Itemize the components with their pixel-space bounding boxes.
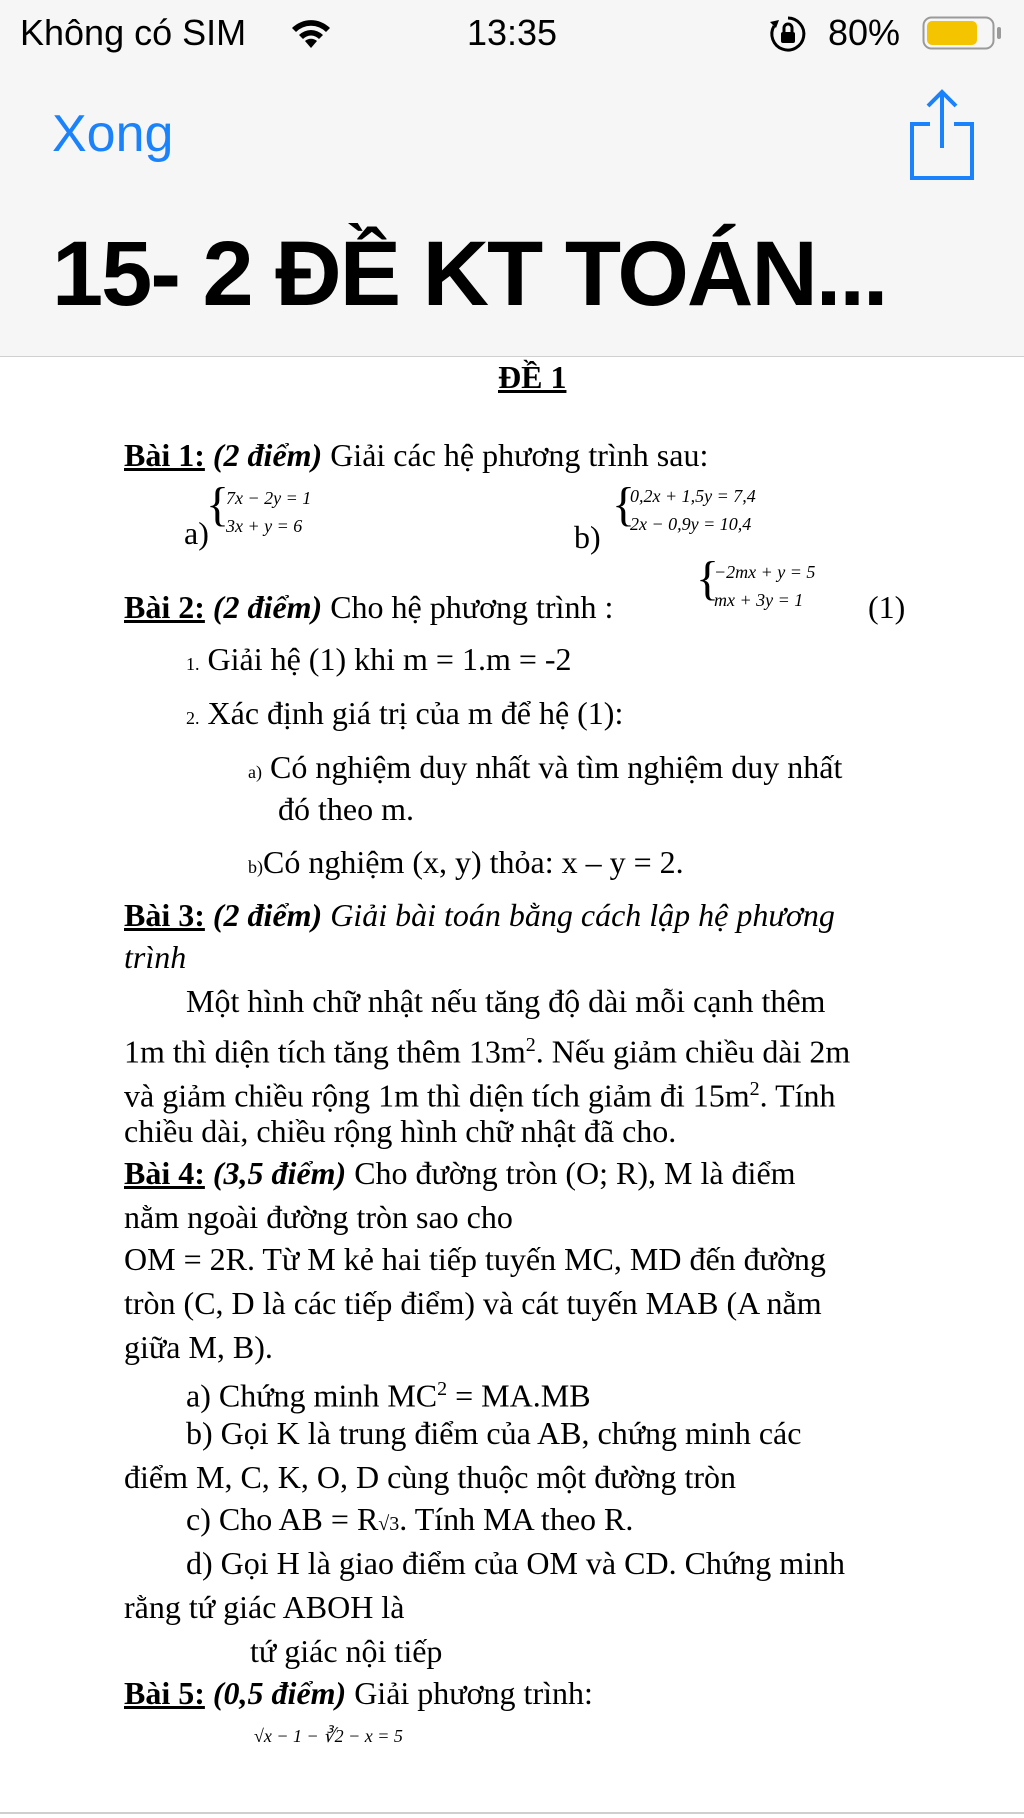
bai1-a-brace: { <box>206 478 230 531</box>
bai2-sub-a-line1: Có nghiệm duy nhất và tìm nghiệm duy nhất <box>269 749 843 785</box>
bai4-part-b-line1: b) Gọi K là trung điểm của AB, chứng minh các <box>186 1415 802 1451</box>
bai2-sub-a <box>248 747 842 792</box>
bai2-item-1-text: Giải hệ (1) khi m = 1.m = -2 <box>207 641 572 677</box>
bai3-para-line3 <box>124 1069 836 1116</box>
orientation-lock-icon <box>768 14 808 54</box>
bai1-b-eq2: 2x − 0,9y = 10,4 <box>630 514 752 534</box>
bai3-title-line1: Giải bài toán bằng cách lập hệ phương <box>322 897 835 933</box>
bai2-sub-b-text: Có nghiệm (x, y) thỏa: x – y = 2. <box>263 844 684 880</box>
bai1-b-eq1: 0,2x + 1,5y = 7,4 <box>630 486 756 506</box>
bai2-item-2-text: Xác định giá trị của m để hệ (1): <box>207 695 624 731</box>
bai3-label: Bài 3: <box>124 897 205 933</box>
clock: 13:35 <box>466 12 558 53</box>
bai4-line5: giữa M, B). <box>124 1329 273 1365</box>
bai4-line4: tròn (C, D là các tiếp điểm) và cát tuyến MAB (A nằm <box>124 1285 822 1321</box>
bai2-item-1 <box>186 639 572 684</box>
bai1-a-eq1: 7x − 2y = 1 <box>226 488 312 508</box>
bai3-para-line3a: và giảm chiều rộng 1m thì diện tích giảm đi 15m <box>124 1077 750 1114</box>
bai1-points: (2 điểm) <box>212 437 323 473</box>
exam-heading: ĐỀ 1 <box>498 359 567 395</box>
bai2-points: (2 điểm) <box>212 589 323 625</box>
bottom-divider <box>0 1812 1024 1814</box>
bai5-text: Giải phương trình: <box>346 1675 593 1711</box>
bai2-sub-a-num: a) <box>248 762 262 782</box>
bai3-para-line2b: . Nếu giảm chiều dài 2m <box>535 1033 851 1070</box>
bai4-part-c-rest: . Tính MA theo R. <box>399 1501 634 1537</box>
document-page[interactable] <box>0 357 1024 1818</box>
bai4-part-d-line3: tứ giác nội tiếp <box>250 1633 443 1669</box>
bai4-label: Bài 4: <box>124 1155 205 1191</box>
bai1-a-label: a) <box>184 515 209 551</box>
bai4-part-c-sqrt: √3 <box>378 1513 400 1535</box>
bai1-label: Bài 1: <box>124 437 205 473</box>
bai5-points: (0,5 điểm) <box>212 1675 347 1711</box>
bai2-label: Bài 2: <box>124 589 205 625</box>
bai3-title <box>124 895 835 935</box>
bai1-b-brace: { <box>612 478 636 531</box>
bai3-para-line2a: 1m thì diện tích tăng thêm 13m <box>124 1033 526 1070</box>
bai2-item-1-num: 1. <box>186 654 200 674</box>
bai2-text: Cho hệ phương trình : <box>322 589 614 625</box>
bai2-tag: (1) <box>868 589 906 625</box>
bai3-sup-2: 2 <box>749 1078 760 1100</box>
bai4-part-c <box>186 1499 633 1544</box>
bai2-item-2 <box>186 693 623 738</box>
bai3-points: (2 điểm) <box>212 897 323 933</box>
bai4-part-a-rest: = MA.MB <box>447 1377 591 1414</box>
bai4-points: (3,5 điểm) <box>212 1155 347 1191</box>
bai3-para-line1: Một hình chữ nhật nếu tăng độ dài mỗi cạnh thêm <box>186 983 826 1019</box>
bai3-title-line2: trình <box>124 939 187 975</box>
bai4-part-c-text: c) Cho AB = R <box>186 1501 379 1537</box>
bai4-line3: OM = 2R. Từ M kẻ hai tiếp tuyến MC, MD đến đường <box>124 1241 826 1277</box>
document-title: 15- 2 ĐỀ KT TOÁN... <box>52 223 887 325</box>
bai5-label: Bài 5: <box>124 1675 205 1711</box>
bai3-para-line3b: . Tính <box>759 1077 836 1114</box>
bai5-title <box>124 1673 593 1713</box>
bai2-title <box>124 587 613 627</box>
bai2-brace: { <box>696 552 720 605</box>
bai1-b-label: b) <box>574 519 601 555</box>
bai4-part-d-line2: rằng tứ giác ABOH là <box>124 1589 405 1625</box>
battery-percent: 80% <box>828 12 901 53</box>
share-icon[interactable] <box>908 88 976 180</box>
carrier-label: Không có SIM <box>20 12 247 53</box>
navigation-header <box>0 0 1024 357</box>
bai2-eq1: −2mx + y = 5 <box>714 562 816 582</box>
bai2-eq2: mx + 3y = 1 <box>714 590 804 610</box>
battery-icon <box>922 16 1002 50</box>
bai2-sub-b <box>248 842 684 887</box>
bai4-line2: nằm ngoài đường tròn sao cho <box>124 1199 513 1235</box>
bai1-title <box>124 435 708 475</box>
bai3-para-line4: chiều dài, chiều rộng hình chữ nhật đã cho. <box>124 1113 677 1149</box>
bai4-part-b-line2: điểm M, C, K, O, D cùng thuộc một đường tròn <box>124 1459 736 1495</box>
bai1-text: Giải các hệ phương trình sau: <box>322 437 709 473</box>
bai3-sup-1: 2 <box>525 1034 536 1056</box>
done-button[interactable]: Xong <box>52 105 174 163</box>
bai4-title <box>124 1153 796 1193</box>
bai2-sub-a-line2: đó theo m. <box>278 791 414 827</box>
bai5-equation: √x − 1 − ∛2 − x = 5 <box>254 1726 403 1746</box>
bai4-part-d-line1: d) Gọi H là giao điểm của OM và CD. Chứng minh <box>186 1545 846 1581</box>
bai4-part-a <box>186 1369 591 1416</box>
bai4-line1: Cho đường tròn (O; R), M là điểm <box>346 1155 796 1191</box>
bai2-item-2-num: 2. <box>186 708 200 728</box>
status-bar <box>0 0 1024 66</box>
bai3-para-line2 <box>124 1025 850 1072</box>
bai1-a-eq2: 3x + y = 6 <box>226 516 303 536</box>
bai4-part-a-text: a) Chứng minh MC <box>186 1377 438 1414</box>
bai2-sub-b-num: b) <box>248 857 263 877</box>
bai4-part-a-sup: 2 <box>437 1378 448 1400</box>
